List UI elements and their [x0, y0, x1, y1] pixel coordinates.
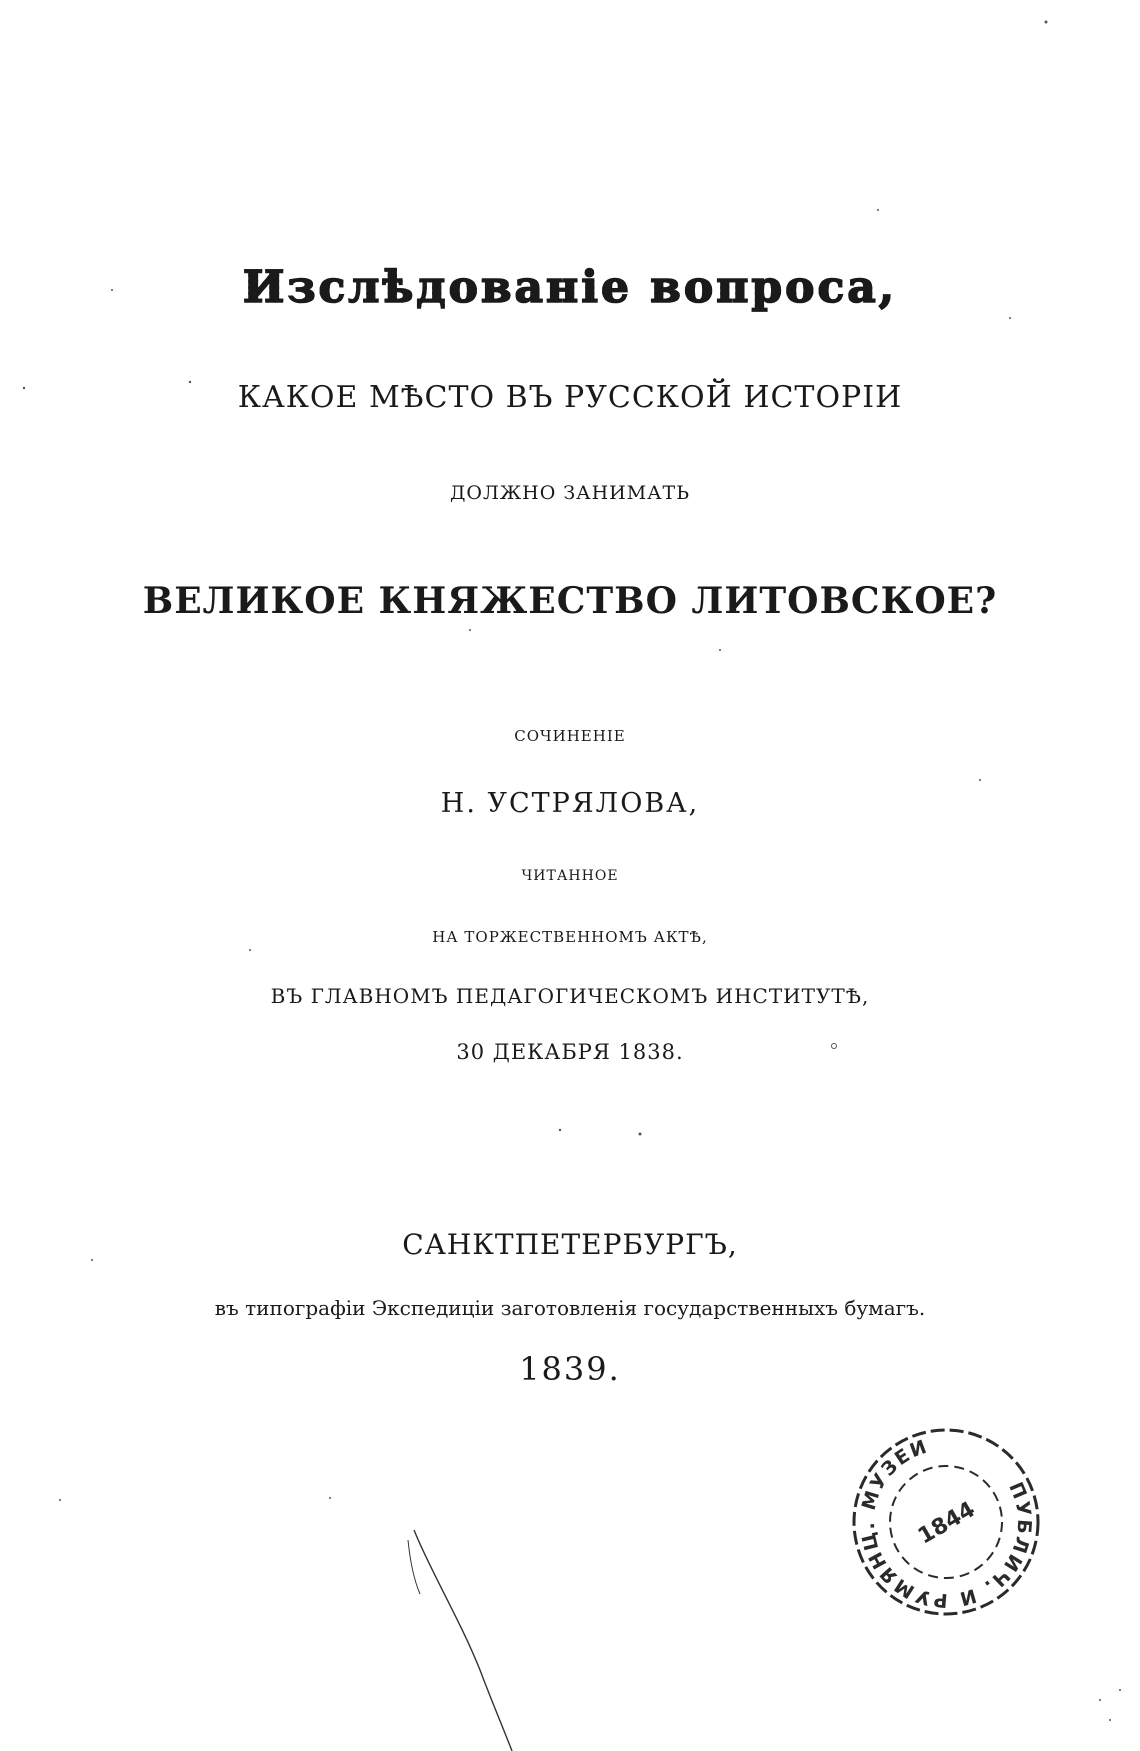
reading-date: 30 ДЕКАБРЯ 1838. — [456, 1040, 684, 1064]
author-name: Н. УСТРЯЛОВА, — [440, 788, 700, 819]
subtitle-line-1: КАКОЕ МѢСТО ВЪ РУССКОЙ ИСТОРІИ — [237, 380, 903, 415]
pencil-mark — [400, 1530, 560, 1751]
stamp-ring-text: ПУБЛИЧ. И РУМЯНЦ. МУЗЕИ — [856, 1435, 1036, 1612]
main-title: Изслѣдованіе вопроса, — [0, 262, 1140, 313]
occasion-text: НА ТОРЖЕСТВЕННОМЪ АКТѢ, — [432, 928, 708, 946]
imprint-printer: въ типографіи Экспедиціи заготовленія государственныхъ бумагъ. — [214, 1296, 926, 1320]
library-stamp — [848, 1424, 1044, 1620]
imprint-city: САНКТПЕТЕРБУРГЪ, — [402, 1228, 738, 1261]
institution-text: ВЪ ГЛАВНОМЪ ПЕДАГОГИЧЕСКОМЪ ИНСТИТУТѢ, — [270, 984, 870, 1008]
work-label: СОЧИНЕНІЕ — [514, 727, 626, 745]
stamp-center-text: 1844 — [913, 1497, 980, 1550]
imprint-year: 1839. — [519, 1350, 621, 1388]
subtitle-line-2: ДОЛЖНО ЗАНИМАТЬ — [449, 482, 691, 504]
read-label: ЧИТАННОЕ — [521, 868, 619, 884]
subtitle-line-3: ВЕЛИКОЕ КНЯЖЕСТВО ЛИТОВСКОЕ? — [142, 580, 998, 622]
